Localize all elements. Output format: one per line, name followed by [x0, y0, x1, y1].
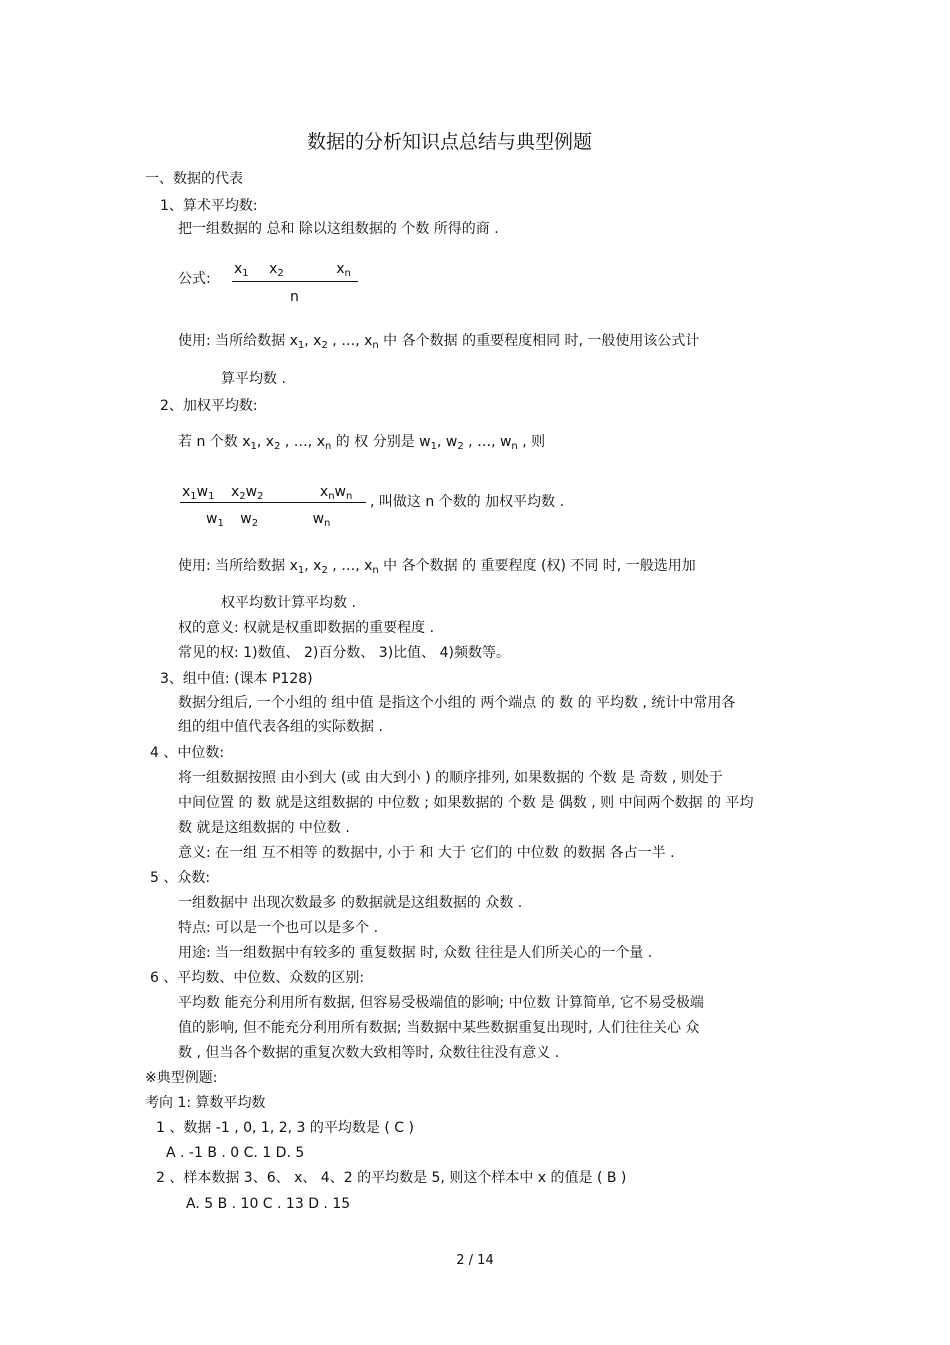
fraction-bar	[232, 281, 358, 282]
page-title: 数据的分析知识点总结与典型例题	[307, 131, 593, 153]
formula-denominator: n	[290, 289, 299, 305]
s1-definition: 把一组数据的 总和 除以这组数据的 个数 所得的商 .	[178, 221, 499, 237]
s4-line2: 中间位置 的 数 就是这组数据的 中位数 ; 如果数据的 个数 是 偶数 , 则 中间两个数据 的 平均	[178, 795, 754, 811]
question-2: 2 、样本数据 3、6、 x、 4、2 的平均数是 5, 则这个样本中 x 的值是 ( B )	[156, 1170, 627, 1186]
s4-heading: 4 、中位数:	[150, 745, 225, 761]
s2-line1: 若 n 个数 $x_1$, $x_2$ , …, $x_n$ 的 权 分别是 $w_1$, $w_2$ , …, $w_n$ , 则	[178, 434, 546, 452]
common-weights: 常见的权: 1)数值、 2)百分数、 3)比值、 4)频数等。	[178, 645, 510, 661]
s2-usage-cont: 权平均数计算平均数 .	[221, 595, 356, 611]
s3-line2: 组的组中值代表各组的实际数据 .	[178, 719, 383, 735]
topic-heading: 考向 1: 算数平均数	[145, 1095, 266, 1111]
s4-meaning: 意义: 在一组 互不相等 的数据中, 小于 和 大于 它们的 中位数 的数据 各占一半 .	[178, 845, 675, 861]
s5-feature: 特点: 可以是一个也可以是多个 .	[178, 920, 379, 936]
s2-heading: 2、加权平均数:	[160, 398, 258, 414]
s2-usage: 使用: 当所给数据 $x_1$, $x_2$ , …, $x_n$ 中 各个数据 的 重要程度 (权) 不同 时, 一般选用加	[178, 558, 696, 576]
page-number: 2 / 14	[456, 1253, 494, 1268]
question-1: 1 、数据 -1 , 0, 1, 2, 3 的平均数是 ( C )	[156, 1120, 414, 1136]
weight-meaning: 权的意义: 权就是权重即数据的重要程度 .	[178, 620, 435, 636]
s6-line1: 平均数 能充分利用所有数据, 但容易受极端值的影响; 中位数 计算简单, 它不易受极端	[178, 995, 704, 1011]
section-heading: 一、数据的代表	[145, 171, 243, 187]
s5-use: 用途: 当一组数据中有较多的 重复数据 时, 众数 往往是人们所关心的一个量 .	[178, 945, 653, 961]
formula-label: 公式:	[178, 271, 211, 287]
weighted-after-fraction: , 叫做这 n 个数的 加权平均数 .	[370, 494, 565, 510]
formula-numerator: $x_1$ $x_2$ $x_n$	[234, 261, 351, 279]
s5-heading: 5 、众数:	[150, 870, 211, 886]
examples-title: ※典型例题:	[145, 1070, 218, 1086]
s3-line1: 数据分组后, 一个小组的 组中值 是指这个小组的 两个端点 的 数 的 平均数 , 统计中常用各	[178, 695, 736, 711]
s6-line2: 值的影响, 但不能充分利用所有数据; 当数据中某些数据重复出现时, 人们往往关心 众	[178, 1020, 700, 1036]
s1-usage-cont: 算平均数 .	[221, 371, 286, 387]
s1-heading: 1、算术平均数:	[160, 198, 258, 214]
s1-usage: 使用: 当所给数据 $x_1$, $x_2$ , …, $x_n$ 中 各个数据 的重要程度相同 时, 一般使用该公式计	[178, 333, 700, 351]
s4-line1: 将一组数据按照 由小到大 (或 由大到小 ) 的顺序排列, 如果数据的 个数 是 奇数 , 则处于	[178, 770, 723, 786]
s6-heading: 6 、平均数、中位数、众数的区别:	[150, 970, 365, 986]
question-1-options: A . -1 B . 0 C. 1 D. 5	[166, 1145, 305, 1161]
s5-line1: 一组数据中 出现次数最多 的数据就是这组数据的 众数 .	[178, 895, 523, 911]
weighted-fraction-bar	[180, 502, 366, 503]
s4-line3: 数 就是这组数据的 中位数 .	[178, 820, 350, 836]
s6-line3: 数 , 但当各个数据的重复次数大致相等时, 众数往往没有意义 .	[178, 1045, 560, 1061]
weighted-numerator: $x_1w_1$ $x_2w_2$ $x_nw_n$	[182, 484, 353, 502]
question-2-options: A. 5 B . 10 C . 13 D . 15	[186, 1196, 351, 1212]
weighted-denominator: $w_1$ $w_2$ $w_n$	[206, 511, 331, 529]
s3-heading: 3、组中值: (课本 P128)	[160, 671, 313, 687]
